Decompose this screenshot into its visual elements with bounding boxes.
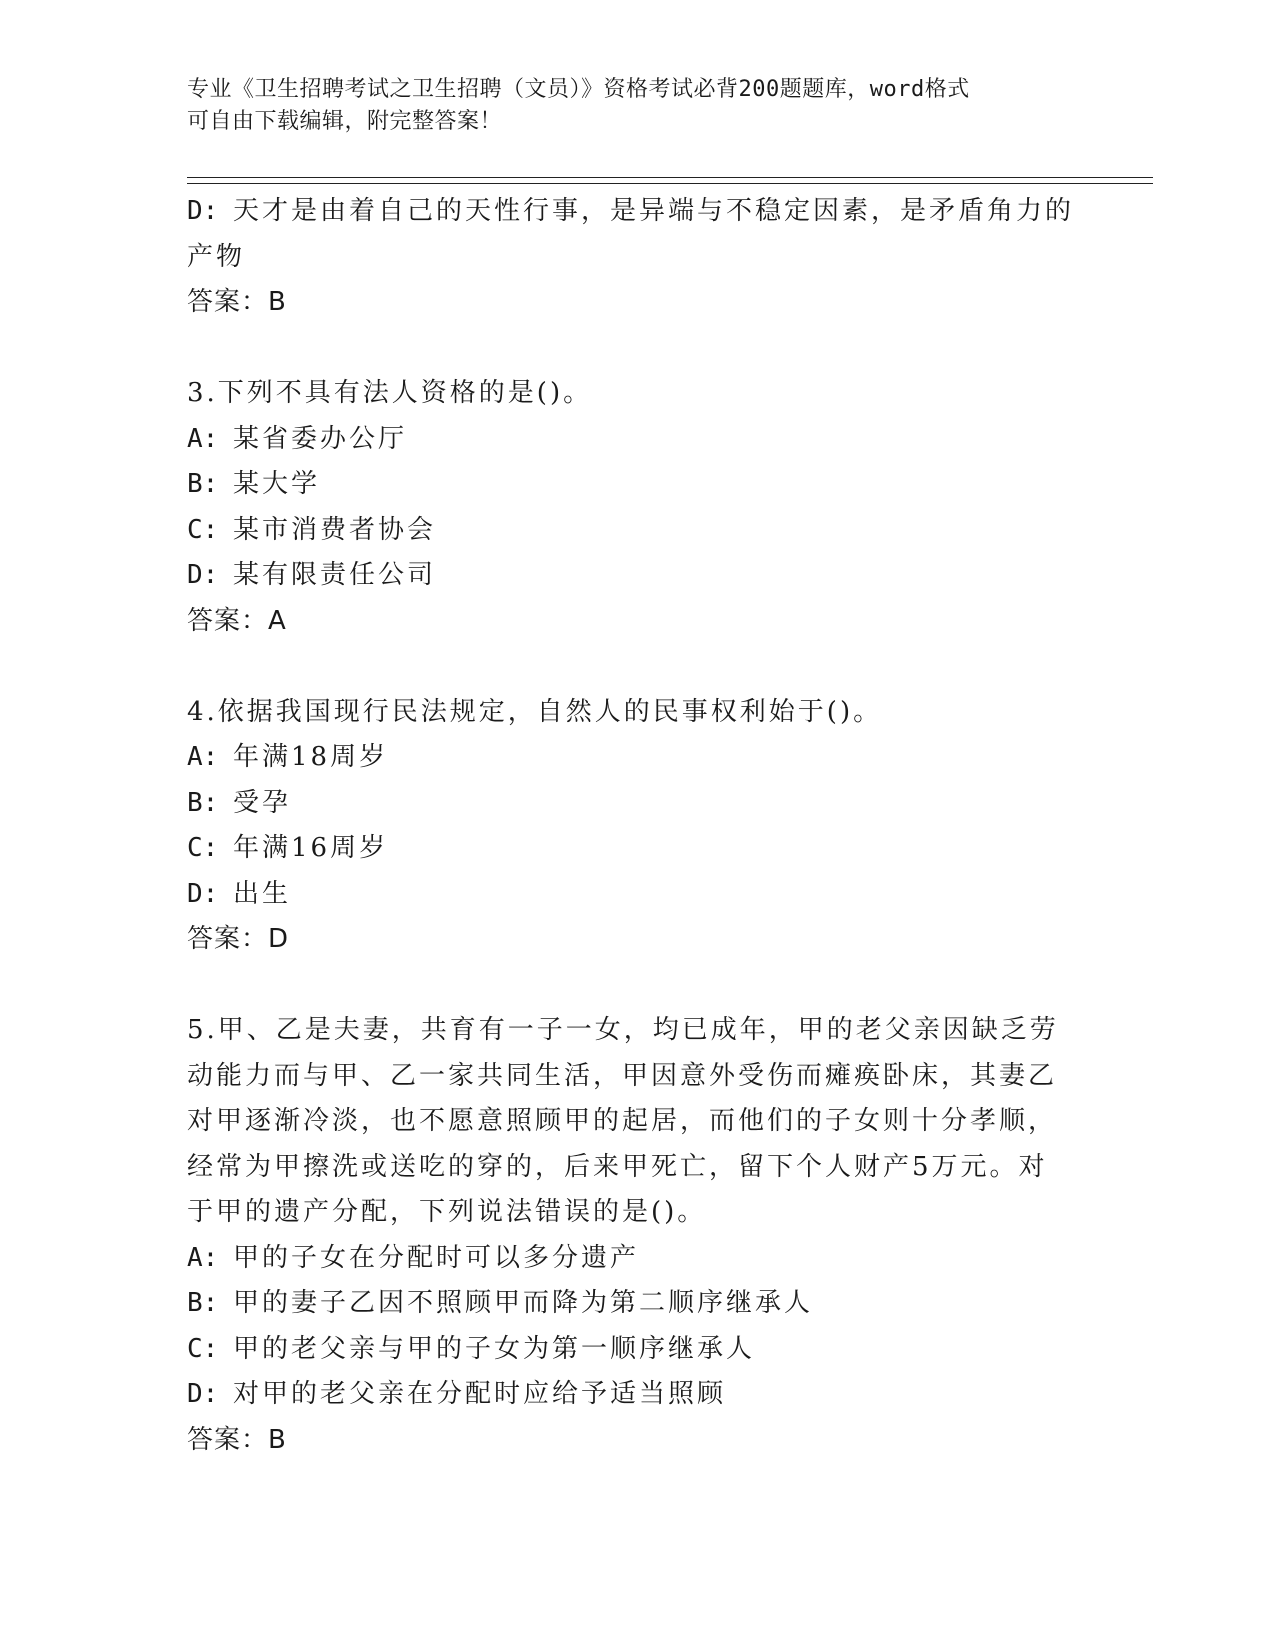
option-text: 甲的老父亲与甲的子女为第一顺序继承人 bbox=[233, 1333, 756, 1364]
option-text: 某市消费者协会 bbox=[233, 514, 437, 545]
option-text: 年满18周岁 bbox=[233, 742, 389, 772]
option-b bbox=[187, 1281, 1087, 1327]
option-d bbox=[187, 1372, 1087, 1418]
question-content bbox=[187, 189, 1087, 1463]
answer: 答案：D bbox=[187, 924, 290, 954]
option-c bbox=[187, 1327, 1087, 1373]
option-label: B: bbox=[187, 787, 219, 818]
option-text: 某大学 bbox=[233, 469, 321, 499]
option-label: B: bbox=[187, 1288, 219, 1318]
option-a bbox=[187, 417, 1087, 463]
option-label: C: bbox=[187, 833, 219, 863]
option-a bbox=[187, 735, 1087, 781]
option-c bbox=[187, 508, 1087, 554]
option-text: 出生 bbox=[233, 878, 292, 909]
option-text: 甲的子女在分配时可以多分遗产 bbox=[233, 1242, 640, 1273]
option-label: A: bbox=[187, 742, 219, 772]
option-d bbox=[187, 872, 1087, 918]
option-text: 某有限责任公司 bbox=[233, 560, 437, 590]
spacer bbox=[187, 326, 1087, 372]
question-5 bbox=[187, 1008, 1087, 1463]
option-text: 天才是由着自己的天性行事，是异端与不稳定因素，是矛盾角力的 bbox=[233, 196, 1075, 226]
option-label: D: bbox=[187, 878, 219, 909]
question-stem-line: 5.甲、乙是夫妻，共育有一子一女，均已成年，甲的老父亲因缺乏劳 bbox=[187, 1015, 1059, 1045]
question-stem-line: 对甲逐渐冷淡，也不愿意照顾甲的起居，而他们的子女则十分孝顺， bbox=[187, 1106, 1058, 1136]
answer: 答案：B bbox=[187, 1424, 287, 1455]
option-d bbox=[187, 189, 1087, 235]
header-line-1: 专业《卫生招聘考试之卫生招聘（文员）》资格考试必背200题题库，word格式 bbox=[187, 77, 970, 102]
option-label: B: bbox=[187, 469, 219, 499]
question-stem-line: 于甲的遗产分配，下列说法错误的是()。 bbox=[187, 1197, 707, 1227]
option-b bbox=[187, 462, 1087, 508]
document-header bbox=[187, 74, 1067, 138]
question-2-tail bbox=[187, 189, 1087, 326]
option-label: A: bbox=[187, 423, 219, 454]
question-stem-line: 经常为甲擦洗或送吃的穿的，后来甲死亡，留下个人财产5万元。对 bbox=[187, 1151, 1048, 1182]
option-text: 某省委办公厅 bbox=[233, 423, 408, 454]
question-4 bbox=[187, 690, 1087, 963]
option-a bbox=[187, 1236, 1087, 1282]
option-text: 年满16周岁 bbox=[233, 833, 389, 863]
option-text: 甲的妻子乙因不照顾甲而降为第二顺序继承人 bbox=[233, 1288, 814, 1318]
header-line-2: 可自由下载编辑，附完整答案！ bbox=[187, 109, 503, 134]
option-d-continuation: 产物 bbox=[187, 241, 246, 272]
spacer bbox=[187, 963, 1087, 1009]
question-stem: 4.依据我国现行民法规定，自然人的民事权利始于()。 bbox=[187, 696, 883, 727]
option-text: 对甲的老父亲在分配时应给予适当照顾 bbox=[233, 1379, 727, 1409]
spacer bbox=[187, 644, 1087, 690]
option-label: D: bbox=[187, 560, 219, 590]
option-c bbox=[187, 826, 1087, 872]
option-label: C: bbox=[187, 514, 219, 545]
option-text: 受孕 bbox=[233, 787, 292, 818]
question-3 bbox=[187, 371, 1087, 644]
option-d bbox=[187, 553, 1087, 599]
option-label: D: bbox=[187, 1379, 219, 1409]
option-b bbox=[187, 781, 1087, 827]
answer: 答案：B bbox=[187, 287, 287, 317]
answer: 答案：A bbox=[187, 605, 287, 636]
option-label: D: bbox=[187, 196, 219, 226]
option-label: C: bbox=[187, 1333, 219, 1364]
question-stem: 3.下列不具有法人资格的是()。 bbox=[187, 378, 593, 408]
header-divider-top bbox=[187, 177, 1153, 178]
question-stem-line: 动能力而与甲、乙一家共同生活，甲因意外受伤而瘫痪卧床，其妻乙 bbox=[187, 1060, 1058, 1091]
option-label: A: bbox=[187, 1242, 219, 1273]
header-divider-bottom bbox=[187, 183, 1153, 184]
